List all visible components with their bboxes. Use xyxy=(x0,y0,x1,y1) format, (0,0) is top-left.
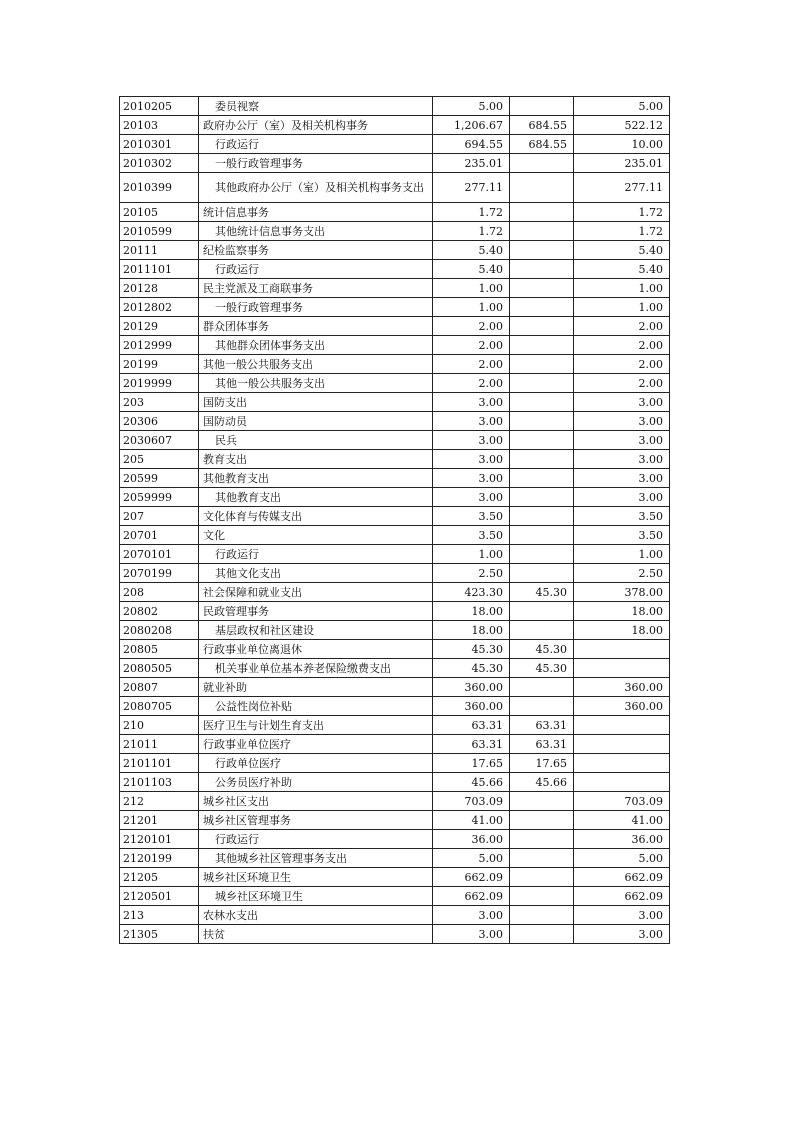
row-name-cell: 行政运行 xyxy=(199,135,433,154)
row-name-cell: 城乡社区环境卫生 xyxy=(199,868,433,887)
row-basic-cell: 684.55 xyxy=(510,116,574,135)
row-basic-cell xyxy=(510,260,574,279)
row-basic-cell xyxy=(510,173,574,203)
row-name-cell: 民政管理事务 xyxy=(199,602,433,621)
row-name-cell: 农林水支出 xyxy=(199,906,433,925)
row-basic-cell xyxy=(510,621,574,640)
row-total-cell: 694.55 xyxy=(433,135,510,154)
row-name-cell: 城乡社区支出 xyxy=(199,792,433,811)
row-project-cell: 703.09 xyxy=(574,792,670,811)
row-basic-cell xyxy=(510,906,574,925)
table-row xyxy=(120,602,670,621)
row-project-cell: 360.00 xyxy=(574,697,670,716)
row-code-cell: 20701 xyxy=(120,526,199,545)
row-name-cell: 城乡社区环境卫生 xyxy=(199,887,433,906)
row-code-cell: 21205 xyxy=(120,868,199,887)
row-total-cell: 63.31 xyxy=(433,716,510,735)
row-total-cell: 3.00 xyxy=(433,412,510,431)
row-project-cell: 2.00 xyxy=(574,355,670,374)
row-basic-cell xyxy=(510,450,574,469)
row-total-cell: 5.00 xyxy=(433,97,510,116)
row-basic-cell xyxy=(510,154,574,173)
row-name-cell: 一般行政管理事务 xyxy=(199,298,433,317)
row-total-cell: 277.11 xyxy=(433,173,510,203)
row-basic-cell xyxy=(510,697,574,716)
row-name-cell: 基层政权和社区建设 xyxy=(199,621,433,640)
row-code-cell: 213 xyxy=(120,906,199,925)
row-code-cell: 21305 xyxy=(120,925,199,944)
table-row xyxy=(120,173,670,203)
row-total-cell: 18.00 xyxy=(433,621,510,640)
row-name-cell: 统计信息事务 xyxy=(199,203,433,222)
row-project-cell: 277.11 xyxy=(574,173,670,203)
table-row xyxy=(120,545,670,564)
row-total-cell: 2.00 xyxy=(433,317,510,336)
row-total-cell: 1.00 xyxy=(433,545,510,564)
table-row xyxy=(120,659,670,678)
row-basic-cell xyxy=(510,868,574,887)
row-name-cell: 其他教育支出 xyxy=(199,469,433,488)
row-total-cell: 3.00 xyxy=(433,431,510,450)
row-code-cell: 2010302 xyxy=(120,154,199,173)
row-basic-cell xyxy=(510,336,574,355)
table-row xyxy=(120,154,670,173)
row-basic-cell xyxy=(510,602,574,621)
row-name-cell: 其他统计信息事务支出 xyxy=(199,222,433,241)
row-name-cell: 教育支出 xyxy=(199,450,433,469)
row-project-cell xyxy=(574,754,670,773)
row-code-cell: 20129 xyxy=(120,317,199,336)
row-name-cell: 政府办公厅（室）及相关机构事务 xyxy=(199,116,433,135)
row-code-cell: 20199 xyxy=(120,355,199,374)
row-name-cell: 其他一般公共服务支出 xyxy=(199,374,433,393)
row-total-cell: 36.00 xyxy=(433,830,510,849)
row-project-cell xyxy=(574,773,670,792)
table-row xyxy=(120,317,670,336)
row-name-cell: 纪检监察事务 xyxy=(199,241,433,260)
row-code-cell: 2010599 xyxy=(120,222,199,241)
row-basic-cell: 63.31 xyxy=(510,716,574,735)
row-total-cell: 3.00 xyxy=(433,488,510,507)
row-total-cell: 1.00 xyxy=(433,298,510,317)
row-project-cell: 522.12 xyxy=(574,116,670,135)
row-basic-cell xyxy=(510,564,574,583)
row-basic-cell xyxy=(510,393,574,412)
row-code-cell: 2101103 xyxy=(120,773,199,792)
row-project-cell: 3.00 xyxy=(574,412,670,431)
row-total-cell: 3.00 xyxy=(433,469,510,488)
table-row xyxy=(120,564,670,583)
row-name-cell: 民主党派及工商联事务 xyxy=(199,279,433,298)
row-project-cell xyxy=(574,735,670,754)
row-total-cell: 3.00 xyxy=(433,925,510,944)
row-name-cell: 行政事业单位离退休 xyxy=(199,640,433,659)
row-code-cell: 2070101 xyxy=(120,545,199,564)
table-row xyxy=(120,431,670,450)
row-project-cell: 5.40 xyxy=(574,260,670,279)
table-row xyxy=(120,222,670,241)
row-total-cell: 423.30 xyxy=(433,583,510,602)
table-row xyxy=(120,507,670,526)
row-code-cell: 2080505 xyxy=(120,659,199,678)
row-total-cell: 662.09 xyxy=(433,887,510,906)
row-code-cell: 20111 xyxy=(120,241,199,260)
row-project-cell: 3.00 xyxy=(574,488,670,507)
row-code-cell: 21201 xyxy=(120,811,199,830)
row-basic-cell xyxy=(510,507,574,526)
table-row xyxy=(120,450,670,469)
row-name-cell: 行政运行 xyxy=(199,260,433,279)
row-total-cell: 662.09 xyxy=(433,868,510,887)
row-total-cell: 17.65 xyxy=(433,754,510,773)
row-code-cell: 207 xyxy=(120,507,199,526)
row-name-cell: 其他城乡社区管理事务支出 xyxy=(199,849,433,868)
row-project-cell: 3.00 xyxy=(574,906,670,925)
row-project-cell: 5.00 xyxy=(574,97,670,116)
row-project-cell: 3.00 xyxy=(574,925,670,944)
row-project-cell: 3.00 xyxy=(574,431,670,450)
row-total-cell: 63.31 xyxy=(433,735,510,754)
row-project-cell: 2.50 xyxy=(574,564,670,583)
row-code-cell: 20802 xyxy=(120,602,199,621)
row-total-cell: 1.72 xyxy=(433,222,510,241)
row-code-cell: 2012802 xyxy=(120,298,199,317)
row-basic-cell xyxy=(510,849,574,868)
row-total-cell: 41.00 xyxy=(433,811,510,830)
table-row xyxy=(120,925,670,944)
row-basic-cell xyxy=(510,469,574,488)
row-total-cell: 3.50 xyxy=(433,507,510,526)
row-project-cell: 2.00 xyxy=(574,336,670,355)
row-name-cell: 医疗卫生与计划生育支出 xyxy=(199,716,433,735)
row-name-cell: 其他教育支出 xyxy=(199,488,433,507)
table-row xyxy=(120,735,670,754)
row-basic-cell xyxy=(510,355,574,374)
row-name-cell: 国防支出 xyxy=(199,393,433,412)
table-row xyxy=(120,754,670,773)
table-row xyxy=(120,393,670,412)
row-basic-cell xyxy=(510,279,574,298)
row-code-cell: 20105 xyxy=(120,203,199,222)
row-code-cell: 203 xyxy=(120,393,199,412)
row-basic-cell xyxy=(510,97,574,116)
row-total-cell: 235.01 xyxy=(433,154,510,173)
row-basic-cell: 17.65 xyxy=(510,754,574,773)
row-code-cell: 205 xyxy=(120,450,199,469)
row-basic-cell xyxy=(510,203,574,222)
table-row xyxy=(120,279,670,298)
row-total-cell: 2.50 xyxy=(433,564,510,583)
table-row xyxy=(120,412,670,431)
table-row xyxy=(120,116,670,135)
row-total-cell: 45.66 xyxy=(433,773,510,792)
table-row xyxy=(120,678,670,697)
row-name-cell: 公务员医疗补助 xyxy=(199,773,433,792)
row-code-cell: 2120199 xyxy=(120,849,199,868)
row-basic-cell xyxy=(510,811,574,830)
budget-table xyxy=(119,96,670,944)
row-total-cell: 1.00 xyxy=(433,279,510,298)
row-basic-cell: 45.30 xyxy=(510,640,574,659)
row-code-cell: 2120101 xyxy=(120,830,199,849)
row-code-cell: 2012999 xyxy=(120,336,199,355)
row-total-cell: 5.40 xyxy=(433,241,510,260)
row-code-cell: 2059999 xyxy=(120,488,199,507)
table-row xyxy=(120,697,670,716)
row-name-cell: 文化 xyxy=(199,526,433,545)
row-total-cell: 3.50 xyxy=(433,526,510,545)
row-basic-cell xyxy=(510,412,574,431)
row-project-cell: 41.00 xyxy=(574,811,670,830)
row-code-cell: 21011 xyxy=(120,735,199,754)
row-total-cell: 45.30 xyxy=(433,659,510,678)
row-total-cell: 2.00 xyxy=(433,374,510,393)
table-row xyxy=(120,469,670,488)
row-project-cell: 662.09 xyxy=(574,868,670,887)
row-total-cell: 3.00 xyxy=(433,906,510,925)
row-basic-cell: 63.31 xyxy=(510,735,574,754)
row-total-cell: 2.00 xyxy=(433,336,510,355)
table-row xyxy=(120,336,670,355)
row-code-cell: 20807 xyxy=(120,678,199,697)
row-name-cell: 其他一般公共服务支出 xyxy=(199,355,433,374)
row-project-cell: 360.00 xyxy=(574,678,670,697)
row-project-cell: 2.00 xyxy=(574,317,670,336)
row-project-cell: 1.00 xyxy=(574,545,670,564)
row-basic-cell xyxy=(510,887,574,906)
row-total-cell: 3.00 xyxy=(433,393,510,412)
row-total-cell: 18.00 xyxy=(433,602,510,621)
row-name-cell: 行政单位医疗 xyxy=(199,754,433,773)
row-total-cell: 360.00 xyxy=(433,697,510,716)
row-project-cell: 3.50 xyxy=(574,507,670,526)
row-project-cell xyxy=(574,659,670,678)
row-total-cell: 1,206.67 xyxy=(433,116,510,135)
row-basic-cell xyxy=(510,374,574,393)
row-project-cell: 1.00 xyxy=(574,298,670,317)
row-basic-cell xyxy=(510,241,574,260)
row-project-cell xyxy=(574,640,670,659)
row-basic-cell: 45.66 xyxy=(510,773,574,792)
row-code-cell: 2101101 xyxy=(120,754,199,773)
table-row xyxy=(120,135,670,154)
row-name-cell: 国防动员 xyxy=(199,412,433,431)
row-project-cell: 5.00 xyxy=(574,849,670,868)
row-basic-cell: 45.30 xyxy=(510,583,574,602)
table-row xyxy=(120,640,670,659)
row-total-cell: 360.00 xyxy=(433,678,510,697)
row-basic-cell xyxy=(510,526,574,545)
row-project-cell: 18.00 xyxy=(574,602,670,621)
row-code-cell: 20128 xyxy=(120,279,199,298)
row-project-cell: 378.00 xyxy=(574,583,670,602)
row-project-cell: 36.00 xyxy=(574,830,670,849)
row-name-cell: 群众团体事务 xyxy=(199,317,433,336)
row-project-cell: 10.00 xyxy=(574,135,670,154)
row-project-cell: 5.40 xyxy=(574,241,670,260)
row-total-cell: 2.00 xyxy=(433,355,510,374)
row-basic-cell xyxy=(510,925,574,944)
row-name-cell: 社会保障和就业支出 xyxy=(199,583,433,602)
table-row xyxy=(120,621,670,640)
table-row xyxy=(120,241,670,260)
row-name-cell: 民兵 xyxy=(199,431,433,450)
table-row xyxy=(120,583,670,602)
row-code-cell: 210 xyxy=(120,716,199,735)
row-project-cell: 18.00 xyxy=(574,621,670,640)
row-name-cell: 行政运行 xyxy=(199,545,433,564)
row-name-cell: 机关事业单位基本养老保险缴费支出 xyxy=(199,659,433,678)
table-row xyxy=(120,716,670,735)
table-row xyxy=(120,887,670,906)
row-code-cell: 2010399 xyxy=(120,173,199,203)
table-row xyxy=(120,849,670,868)
row-basic-cell xyxy=(510,488,574,507)
row-project-cell xyxy=(574,716,670,735)
table-row xyxy=(120,811,670,830)
row-basic-cell xyxy=(510,545,574,564)
row-name-cell: 行政运行 xyxy=(199,830,433,849)
row-total-cell: 45.30 xyxy=(433,640,510,659)
table-row xyxy=(120,298,670,317)
row-code-cell: 20805 xyxy=(120,640,199,659)
row-basic-cell xyxy=(510,678,574,697)
row-name-cell: 文化体育与传媒支出 xyxy=(199,507,433,526)
row-name-cell: 就业补助 xyxy=(199,678,433,697)
table-row xyxy=(120,488,670,507)
row-project-cell: 2.00 xyxy=(574,374,670,393)
row-name-cell: 一般行政管理事务 xyxy=(199,154,433,173)
row-code-cell: 20103 xyxy=(120,116,199,135)
row-basic-cell xyxy=(510,792,574,811)
row-project-cell: 1.72 xyxy=(574,203,670,222)
row-name-cell: 其他政府办公厅（室）及相关机构事务支出 xyxy=(199,173,433,203)
row-total-cell: 5.00 xyxy=(433,849,510,868)
row-basic-cell xyxy=(510,222,574,241)
row-basic-cell xyxy=(510,317,574,336)
row-total-cell: 5.40 xyxy=(433,260,510,279)
row-name-cell: 其他文化支出 xyxy=(199,564,433,583)
row-code-cell: 2010301 xyxy=(120,135,199,154)
row-code-cell: 2030607 xyxy=(120,431,199,450)
row-code-cell: 2120501 xyxy=(120,887,199,906)
table-row xyxy=(120,868,670,887)
table-row xyxy=(120,906,670,925)
table-row xyxy=(120,355,670,374)
row-total-cell: 1.72 xyxy=(433,203,510,222)
row-code-cell: 20306 xyxy=(120,412,199,431)
row-project-cell: 3.00 xyxy=(574,393,670,412)
row-project-cell: 3.00 xyxy=(574,469,670,488)
row-name-cell: 行政事业单位医疗 xyxy=(199,735,433,754)
row-project-cell: 662.09 xyxy=(574,887,670,906)
row-code-cell: 2080208 xyxy=(120,621,199,640)
row-name-cell: 扶贫 xyxy=(199,925,433,944)
row-name-cell: 委员视察 xyxy=(199,97,433,116)
row-basic-cell xyxy=(510,830,574,849)
row-code-cell: 2011101 xyxy=(120,260,199,279)
row-project-cell: 235.01 xyxy=(574,154,670,173)
row-name-cell: 城乡社区管理事务 xyxy=(199,811,433,830)
row-total-cell: 3.00 xyxy=(433,450,510,469)
row-project-cell: 3.00 xyxy=(574,450,670,469)
row-project-cell: 1.72 xyxy=(574,222,670,241)
row-project-cell: 3.50 xyxy=(574,526,670,545)
row-project-cell: 1.00 xyxy=(574,279,670,298)
table-row xyxy=(120,773,670,792)
table-row xyxy=(120,260,670,279)
row-code-cell: 20599 xyxy=(120,469,199,488)
row-basic-cell: 45.30 xyxy=(510,659,574,678)
row-code-cell: 208 xyxy=(120,583,199,602)
table-row xyxy=(120,830,670,849)
row-basic-cell: 684.55 xyxy=(510,135,574,154)
row-code-cell: 2070199 xyxy=(120,564,199,583)
row-basic-cell xyxy=(510,431,574,450)
row-basic-cell xyxy=(510,298,574,317)
table-row xyxy=(120,374,670,393)
row-name-cell: 其他群众团体事务支出 xyxy=(199,336,433,355)
row-code-cell: 212 xyxy=(120,792,199,811)
table-row xyxy=(120,526,670,545)
table-row xyxy=(120,792,670,811)
budget-table-body xyxy=(120,97,670,944)
row-total-cell: 703.09 xyxy=(433,792,510,811)
row-code-cell: 2080705 xyxy=(120,697,199,716)
table-row xyxy=(120,203,670,222)
row-code-cell: 2019999 xyxy=(120,374,199,393)
row-name-cell: 公益性岗位补贴 xyxy=(199,697,433,716)
row-code-cell: 2010205 xyxy=(120,97,199,116)
table-row xyxy=(120,97,670,116)
